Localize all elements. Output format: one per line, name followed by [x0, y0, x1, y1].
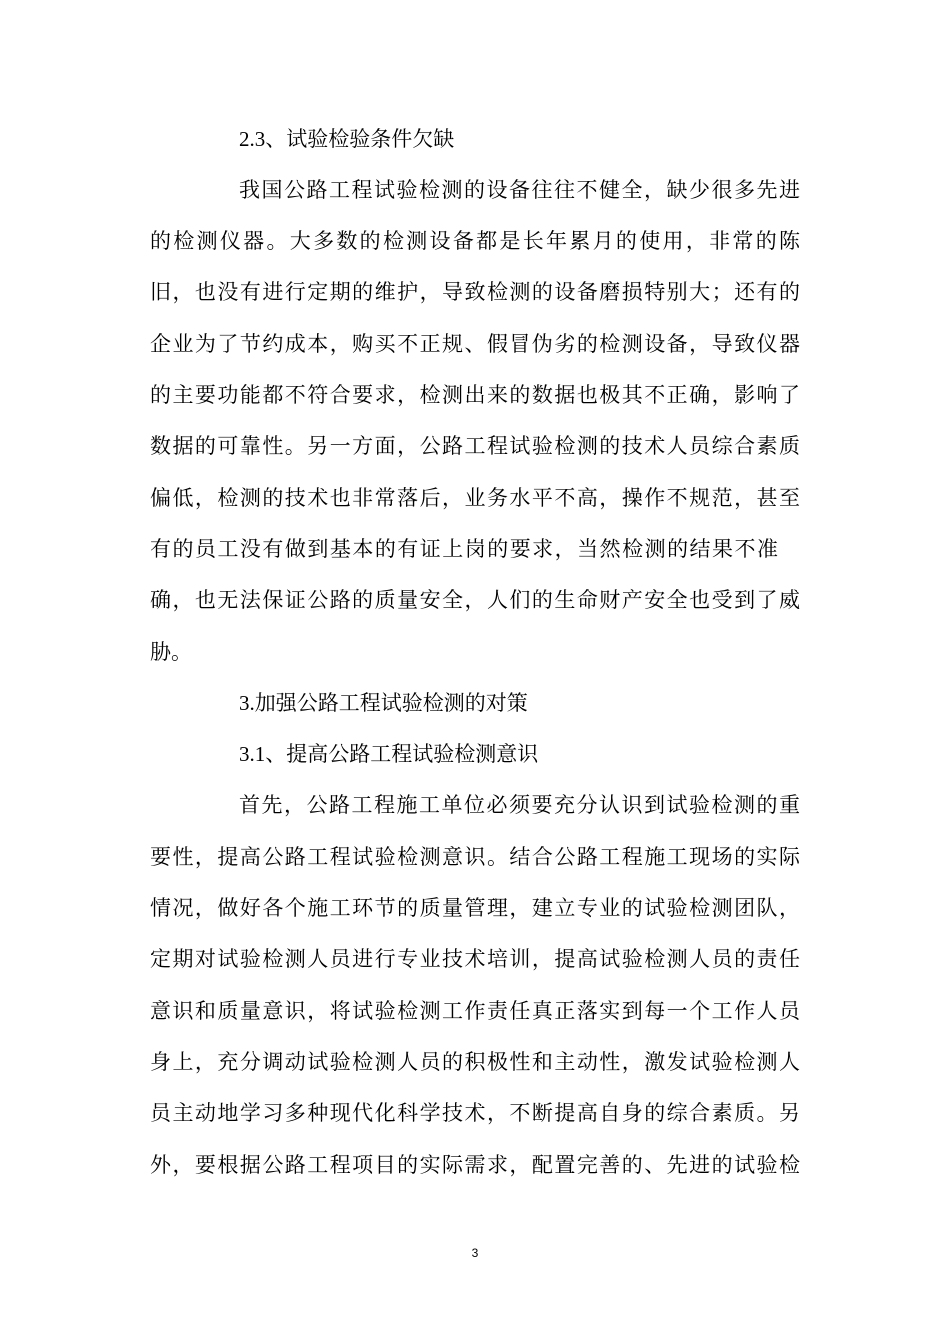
- section-title: 加强公路工程试验检测的对策: [254, 691, 528, 715]
- paragraph-line: 情况，做好各个施工环节的质量管理，建立专业的试验检测团队，: [150, 896, 800, 920]
- paragraph-line: 数据的可靠性。另一方面，公路工程试验检测的技术人员综合素质: [150, 434, 800, 458]
- section-title: 、提高公路工程试验检测意识: [265, 742, 539, 766]
- section-number: 3.1: [239, 742, 266, 766]
- paragraph-line: 我国公路工程试验检测的设备往往不健全，缺少很多先进: [239, 178, 800, 202]
- section-heading-2-3: [239, 119, 800, 159]
- paragraph-line: 定期对试验检测人员进行专业技术培训，提高试验检测人员的责任: [150, 947, 800, 971]
- section-heading-3-1: [239, 734, 800, 774]
- section-number: 3.: [239, 691, 255, 715]
- paragraph-line: 确，也无法保证公路的质量安全，人们的生命财产安全也受到了威: [150, 588, 800, 612]
- section-heading-3: [239, 683, 800, 723]
- paragraph-line: 外，要根据公路工程项目的实际需求，配置完善的、先进的试验检: [150, 1153, 800, 1177]
- paragraph-line: 胁。: [150, 640, 192, 664]
- paragraph-line: 意识和质量意识，将试验检测工作责任真正落实到每一个工作人员: [150, 999, 800, 1023]
- paragraph-line: 有的员工没有做到基本的有证上岗的要求，当然检测的结果不准: [150, 537, 778, 561]
- paragraph-line: 的主要功能都不符合要求，检测出来的数据也极其不正确，影响了: [150, 383, 800, 407]
- paragraph-line: 首先，公路工程施工单位必须要充分认识到试验检测的重: [239, 793, 800, 817]
- paragraph-line: 要性，提高公路工程试验检测意识。结合公路工程施工现场的实际: [150, 845, 800, 869]
- section-title: 、试验检验条件欠缺: [265, 127, 455, 151]
- page-number: 3: [471, 1246, 479, 1260]
- section-number: 2.3: [239, 127, 266, 151]
- paragraph-line: 偏低，检测的技术也非常落后，业务水平不高，操作不规范，甚至: [150, 486, 800, 510]
- paragraph-line: 的检测仪器。大多数的检测设备都是长年累月的使用，非常的陈: [150, 229, 800, 253]
- paragraph-line: 企业为了节约成本，购买不正规、假冒伪劣的检测设备，导致仪器: [150, 332, 800, 356]
- paragraph-line: 员主动地学习多种现代化科学技术，不断提高自身的综合素质。另: [150, 1101, 800, 1125]
- paragraph-line: 旧，也没有进行定期的维护，导致检测的设备磨损特别大；还有的: [150, 280, 800, 304]
- paragraph-line: 身上，充分调动试验检测人员的积极性和主动性，激发试验检测人: [150, 1050, 800, 1074]
